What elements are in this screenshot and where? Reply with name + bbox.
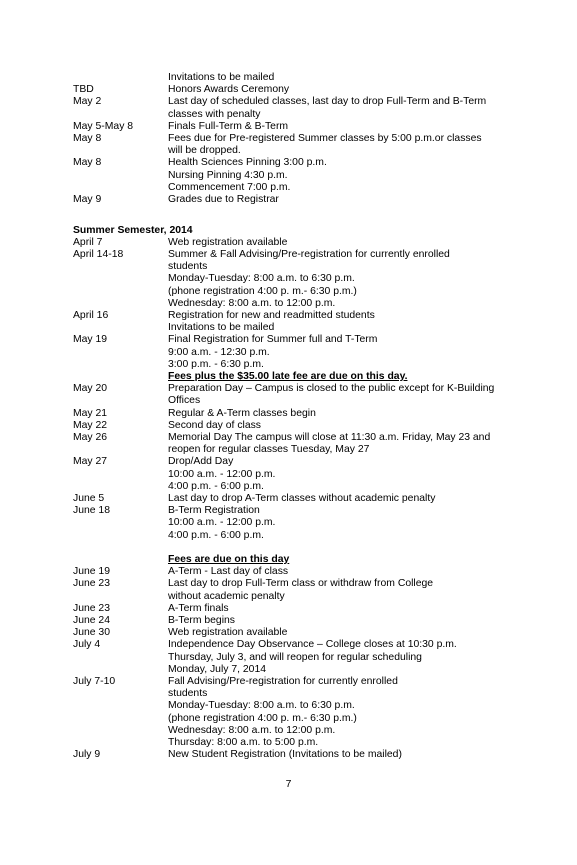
event-description: will be dropped. [168, 145, 241, 157]
event-date: May 22 [73, 419, 108, 431]
event-date: June 19 [73, 566, 110, 578]
event-date: May 9 [73, 194, 102, 205]
event-description: 4:00 p.m. - 6:00 p.m. [168, 529, 264, 541]
event-date: May 19 [73, 334, 108, 346]
event-description: (phone registration 4:00 p. m.- 6:30 p.m.) [168, 285, 357, 297]
event-description: Preparation Day – Campus is closed to the public except for K-Building [168, 383, 495, 395]
event-description: Grades due to Registrar [168, 194, 279, 205]
event-description: Invitations to be mailed [168, 322, 275, 334]
event-date: July 7-10 [73, 675, 116, 687]
event-description: Summer & Fall Advising/Pre-registration for currently enrolled [168, 248, 450, 260]
event-description: Drop/Add Day [168, 456, 234, 468]
event-description: 10:00 a.m. - 12:00 p.m. [168, 517, 276, 529]
event-description: 10:00 a.m. - 12:00 p.m. [168, 468, 276, 480]
event-date: April 14-18 [73, 248, 124, 260]
section-heading: Summer Semester, 2014 [73, 224, 193, 236]
event-description: A-Term - Last day of class [168, 566, 289, 578]
event-date: May 8 [73, 133, 102, 144]
event-description: Final Registration for Summer full and T-Term [168, 334, 378, 346]
event-date: June 30 [73, 627, 110, 639]
event-date: July 9 [73, 749, 101, 761]
event-date: May 5-May 8 [73, 120, 134, 132]
event-description: Web registration available [168, 236, 288, 248]
event-description: 4:00 p.m. - 6:00 p.m. [168, 480, 264, 492]
event-description: students [168, 688, 208, 700]
event-date: May 26 [73, 431, 108, 443]
event-date: May 27 [73, 456, 108, 468]
event-date: TBD [73, 84, 94, 96]
event-description: Fees plus the $35.00 late fee are due on this day. [168, 370, 408, 382]
event-description: 9:00 a.m. - 12:30 p.m. [168, 346, 270, 358]
event-description: Monday, July 7, 2014 [168, 663, 267, 675]
event-date: June 23 [73, 578, 110, 590]
event-description: Fees due for Pre-registered Summer classes by 5:00 p.m.or classes [168, 133, 482, 144]
event-date: June 5 [73, 492, 105, 504]
event-description: Last day to drop Full-Term class or withdraw from College [168, 578, 434, 590]
event-date: May 8 [73, 157, 102, 169]
event-description: Registration for new and readmitted students [168, 309, 375, 321]
event-description: Fall Advising/Pre-registration for currently enrolled [168, 675, 398, 687]
event-date: June 18 [73, 505, 110, 517]
event-description: Last day of scheduled classes, last day to drop Full-Term and B-Term [168, 96, 487, 108]
event-description: Thursday: 8:00 a.m. to 5:00 p.m. [168, 736, 319, 748]
event-date: April 7 [73, 236, 103, 248]
event-description: Nursing Pinning 4:30 p.m. [168, 169, 288, 181]
event-description: Second day of class [168, 419, 261, 431]
event-description: Offices [168, 395, 201, 407]
page-number: 7 [285, 779, 292, 790]
event-date: June 24 [73, 614, 110, 626]
event-description: Wednesday: 8:00 a.m. to 12:00 p.m. [168, 297, 336, 309]
event-date: May 2 [73, 96, 102, 108]
event-description: without academic penalty [168, 590, 285, 602]
event-date: May 21 [73, 407, 108, 419]
event-description: Independence Day Observance – College closes at 10:30 p.m. [168, 639, 457, 651]
event-date: April 16 [73, 309, 109, 321]
event-description: (phone registration 4:00 p. m.- 6:30 p.m.) [168, 712, 357, 724]
event-description: Last day to drop A-Term classes without academic penalty [168, 492, 436, 504]
event-description: New Student Registration (Invitations to be mailed) [168, 749, 402, 761]
event-description: Commencement 7:00 p.m. [168, 181, 291, 193]
event-description: Fees are due on this day [168, 553, 290, 565]
event-description: 3:00 p.m. - 6:30 p.m. [168, 358, 264, 370]
event-description: Monday-Tuesday: 8:00 a.m. to 6:30 p.m. [168, 700, 355, 712]
event-description: Web registration available [168, 627, 288, 639]
event-date: May 20 [73, 383, 108, 395]
event-description: Finals Full-Term & B-Term [168, 120, 289, 132]
event-description: B-Term Registration [168, 505, 260, 517]
event-description: reopen for regular classes Tuesday, May 27 [168, 444, 370, 456]
event-description: classes with penalty [168, 108, 261, 120]
event-description: Health Sciences Pinning 3:00 p.m. [168, 157, 327, 169]
event-description: B-Term begins [168, 614, 235, 626]
event-date: June 23 [73, 602, 110, 614]
event-description: Monday-Tuesday: 8:00 a.m. to 6:30 p.m. [168, 273, 355, 285]
event-description: Wednesday: 8:00 a.m. to 12:00 p.m. [168, 724, 336, 736]
event-description: Thursday, July 3, and will reopen for regular scheduling [168, 651, 422, 663]
event-description: A-Term finals [168, 602, 229, 614]
event-description: Memorial Day The campus will close at 11:30 a.m. Friday, May 23 and [168, 431, 491, 443]
event-description: students [168, 261, 208, 273]
event-date: July 4 [73, 639, 101, 651]
event-description: Honors Awards Ceremony [168, 84, 290, 96]
event-description: Regular & A-Term classes begin [168, 407, 316, 419]
event-description: Invitations to be mailed [168, 72, 275, 83]
